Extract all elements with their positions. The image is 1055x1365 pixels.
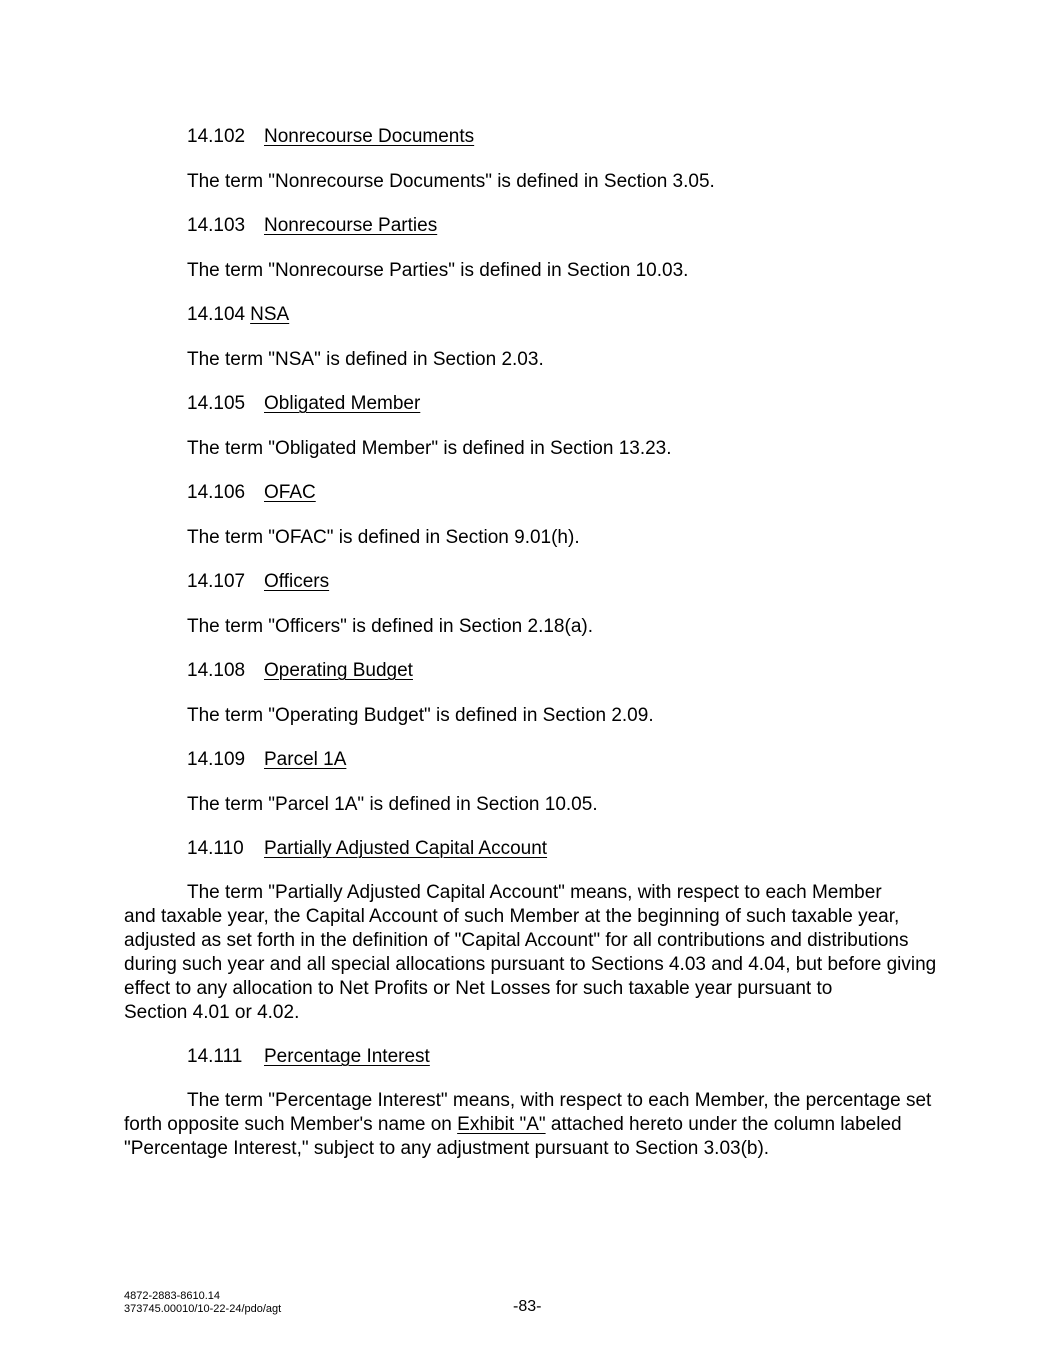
section-title: Parcel 1A: [264, 749, 347, 770]
paragraph-line: effect to any allocation to Net Profits or Net Losses for such taxable year pursuant to: [124, 978, 833, 999]
paragraph-line: [124, 1113, 929, 1137]
section-title: Partially Adjusted Capital Account: [264, 838, 548, 859]
section-number: 14.111: [187, 1046, 243, 1067]
section-definition: The term "Nonrecourse Documents" is defined in Section 3.05.: [187, 171, 715, 192]
section-definition: The term "Obligated Member" is defined in Section 13.23.: [187, 438, 672, 459]
section-number: 14.110: [187, 838, 244, 859]
page-number: -83-: [513, 1298, 542, 1315]
section-heading: [187, 125, 474, 149]
section-heading: [187, 837, 547, 861]
section-number: 14.107: [187, 571, 246, 592]
paragraph-line: adjusted as set forth in the definition of "Capital Account" for all contributions and distributions: [124, 930, 909, 951]
section-heading: [187, 659, 413, 683]
section-number: 14.106: [187, 482, 246, 503]
section-heading: [187, 1045, 430, 1069]
paragraph-line: The term "Percentage Interest" means, with respect to each Member, the percentage set: [187, 1090, 932, 1111]
section-title: Obligated Member: [264, 393, 421, 414]
section-number: 14.104: [187, 304, 246, 325]
section-heading: [187, 392, 420, 416]
matter-id: 373745.00010/10-22-24/pdo/agt: [124, 1303, 282, 1315]
section-title: Operating Budget: [264, 660, 413, 681]
paragraph-line: Section 4.01 or 4.02.: [124, 1002, 300, 1023]
section-number: 14.108: [187, 660, 246, 681]
footer-document-id: [124, 1290, 281, 1316]
section-title: Percentage Interest: [264, 1046, 430, 1067]
definition-paragraph: [124, 1089, 932, 1161]
section-definition: The term "Officers" is defined in Section 2.18(a).: [187, 616, 593, 637]
paragraph-line: "Percentage Interest," subject to any adjustment pursuant to Section 3.03(b).: [124, 1138, 770, 1159]
section-definition: The term "Nonrecourse Parties" is defined in Section 10.03.: [187, 260, 689, 281]
section-heading: [187, 748, 346, 772]
paragraph-text: forth opposite such Member's name on: [124, 1114, 458, 1135]
section-definition: The term "NSA" is defined in Section 2.03.: [187, 349, 544, 370]
definition-paragraph: [124, 881, 937, 1025]
section-heading: [187, 214, 437, 238]
section-definition: The term "Parcel 1A" is defined in Section 10.05.: [187, 794, 598, 815]
section-number: 14.105: [187, 393, 246, 414]
section-title: OFAC: [264, 482, 316, 503]
section-number: 14.109: [187, 749, 246, 770]
doc-id: 4872-2883-8610.14: [124, 1290, 221, 1302]
section-title: Officers: [264, 571, 330, 592]
exhibit-reference: Exhibit "A": [457, 1114, 546, 1135]
paragraph-line: and taxable year, the Capital Account of such Member at the beginning of such taxable year,: [124, 906, 900, 927]
section-heading: [187, 303, 289, 327]
section-title: Nonrecourse Documents: [264, 126, 475, 147]
section-number: 14.103: [187, 215, 246, 236]
section-title: NSA: [250, 304, 290, 325]
paragraph-line: during such year and all special allocations pursuant to Sections 4.03 and 4.04, but before giving: [124, 954, 937, 975]
section-number: 14.102: [187, 126, 246, 147]
section-heading: [187, 570, 329, 594]
section-heading: [187, 481, 316, 505]
paragraph-line: The term "Partially Adjusted Capital Account" means, with respect to each Member: [187, 882, 882, 903]
section-definition: The term "OFAC" is defined in Section 9.01(h).: [187, 527, 580, 548]
section-definition: The term "Operating Budget" is defined in Section 2.09.: [187, 705, 654, 726]
section-title: Nonrecourse Parties: [264, 215, 438, 236]
paragraph-text: attached hereto under the column labeled: [545, 1114, 902, 1135]
